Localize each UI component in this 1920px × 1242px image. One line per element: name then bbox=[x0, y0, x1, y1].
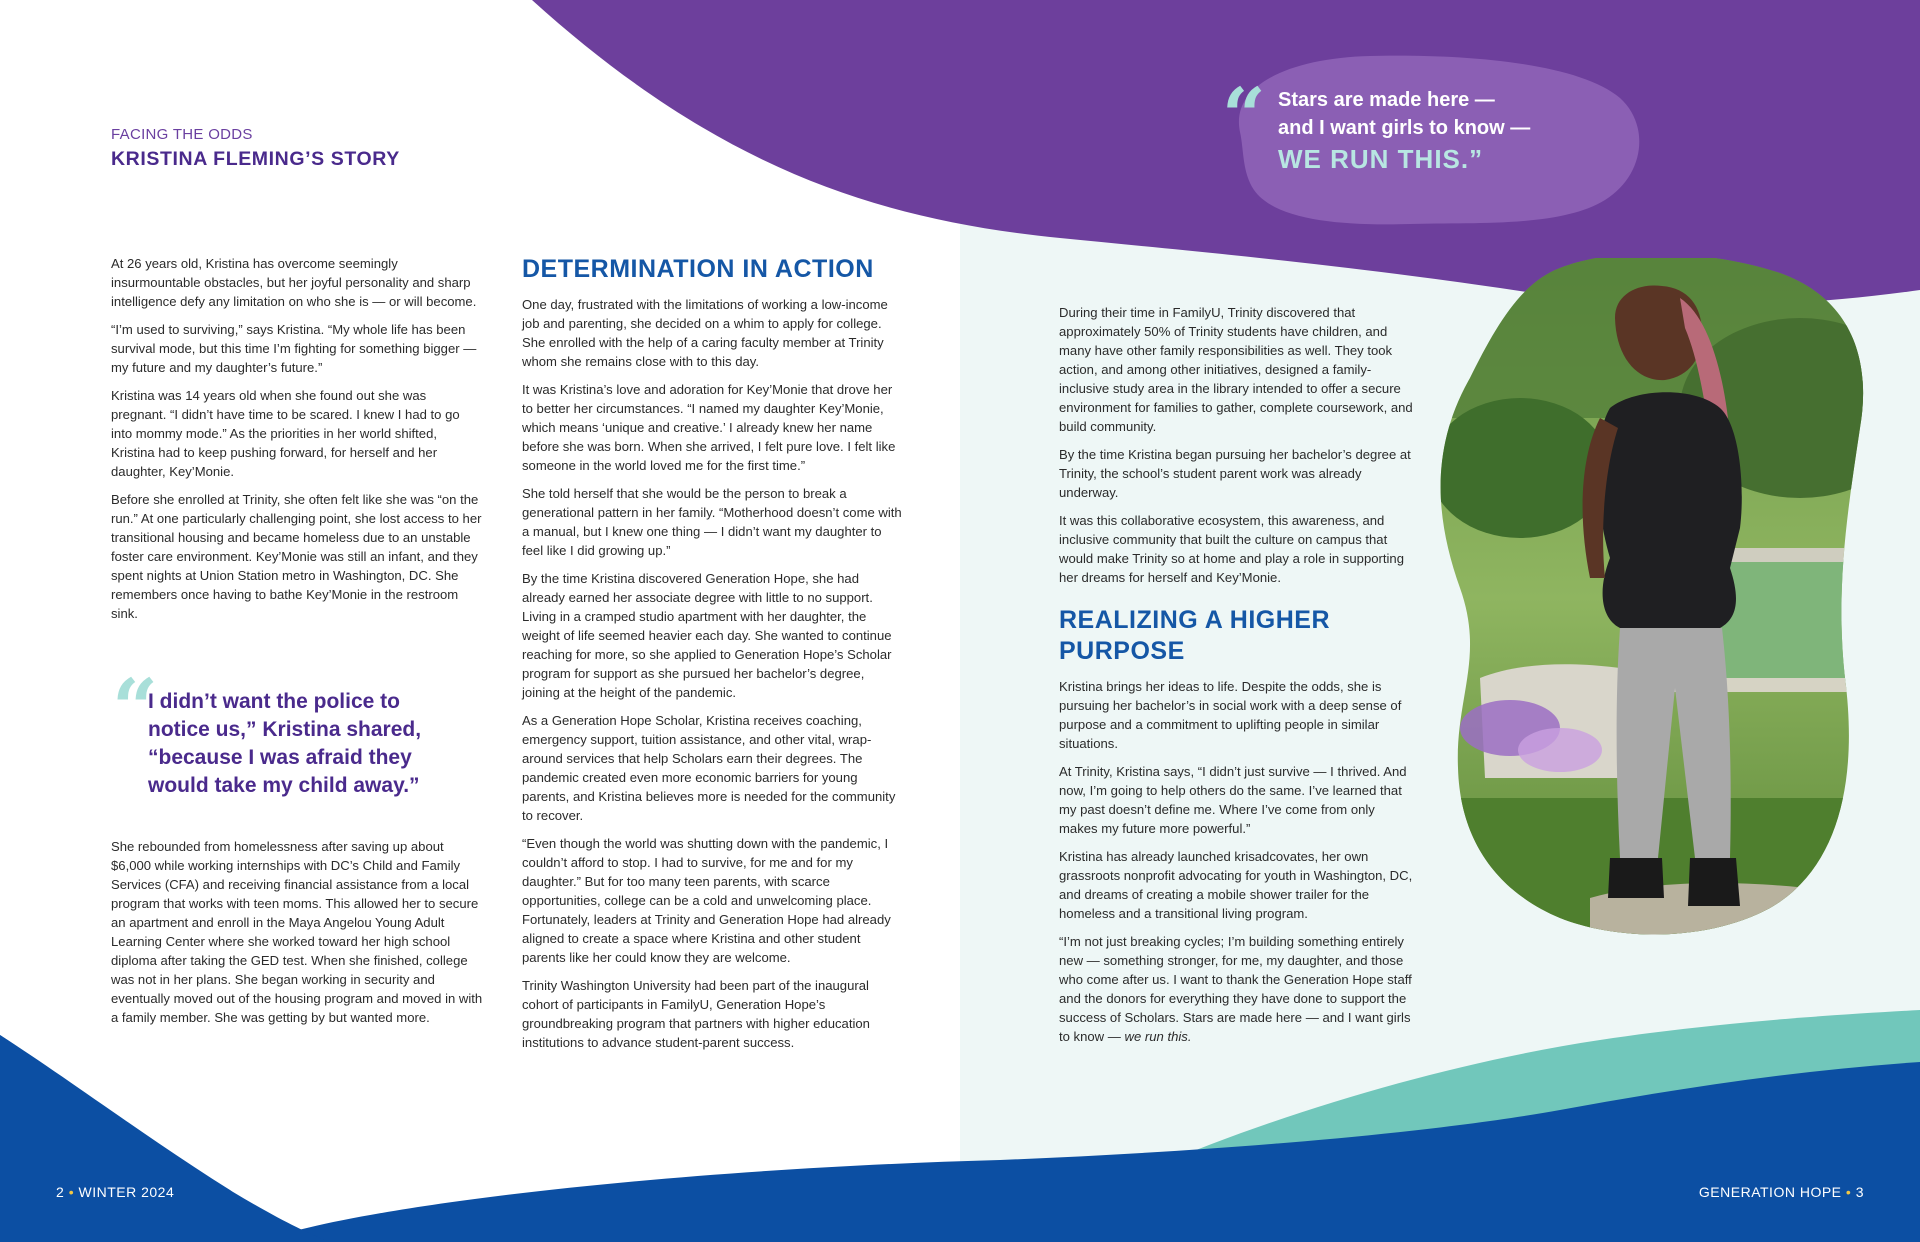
paragraph: During their time in FamilyU, Trinity discovered that approximately 50% of Trinity students have children, and many have other family responsibilities as well. They took action, and among other initiatives, designed a family-inclusive study area in the library intended to offer a secure environment for families to gather, complete coursework, and build community. bbox=[1059, 305, 1413, 434]
closing-paragraph bbox=[1059, 932, 1415, 1046]
paragraph: By the time Kristina began pursuing her bachelor’s degree at Trinity, the school’s student parent work was already underway. bbox=[1059, 447, 1411, 500]
quote-mark-icon: “ bbox=[112, 661, 159, 755]
paragraph: Kristina brings her ideas to life. Despite the odds, she is pursuing her bachelor’s in social work with a deep sense of purpose and a commitment to uplifting people in similar situations. bbox=[1059, 679, 1402, 751]
paragraph: Trinity Washington University had been part of the inaugural cohort of participants in FamilyU, Generation Hope’s groundbreaking program that partners with higher education institutions to advance student-parent success. bbox=[522, 978, 870, 1050]
column-2 bbox=[522, 254, 903, 1061]
right-folio bbox=[1699, 1184, 1864, 1200]
bullet-icon: • bbox=[1845, 1184, 1852, 1200]
top-quote-line-1: Stars are made here — bbox=[1278, 89, 1495, 111]
paragraph: “I’m used to surviving,” says Kristina. “My whole life has been survival mode, but this time I’m fighting for something bigger — my future and my daughter’s future.” bbox=[111, 322, 477, 375]
column-1-bottom bbox=[111, 837, 483, 1036]
closing-text: “I’m not just breaking cycles; I’m building something entirely new — something stronger, for me, my daughter, and those who come after us. I want to thank the Generation Hope staff and the donors for everything they have done to support the success of Scholars. Stars are made here — and I want girls to know — bbox=[1059, 934, 1412, 1044]
paragraph: One day, frustrated with the limitations of working a low-income job and parenting, she decided on a whim to apply for college. She enrolled with the help of a caring faculty member at Trinity whom she remains close with to this day. bbox=[522, 297, 888, 369]
column-3 bbox=[1059, 303, 1415, 1055]
kicker: FACING THE ODDS bbox=[111, 126, 253, 143]
paragraph: Kristina was 14 years old when she found out she was pregnant. “I didn’t have time to be scared. I knew I had to go into mommy mode.” As the priorities in her world shifted, Kristina had to keep pushing forward, for herself and her daughter, Key’Monie. bbox=[111, 388, 460, 479]
closing-italic: we run this. bbox=[1124, 1029, 1192, 1044]
paragraph: It was Kristina’s love and adoration for Key’Monie that drove her to better her circumstances. “I named my daughter Key’Monie, which means ‘unique and creative.’ I already knew her name before she was born. When she arrived, I felt pure love. I felt like someone in the world loved me for the first time.” bbox=[522, 382, 896, 473]
section-heading-determination: DETERMINATION IN ACTION bbox=[522, 255, 874, 283]
page-number: 2 bbox=[56, 1184, 65, 1200]
paragraph: She rebounded from homelessness after saving up about $6,000 while working internships with DC’s Child and Family Services (CFA) and receiving financial assistance from a local program that works with teen moms. This allowed her to secure an apartment and enroll in the Maya Angelou Young Adult Learning Center where she worked toward her high school diploma after taking the GED test. When she finished, college was not in her plans. She began working in security and eventually moved out of the housing program and moved in with a family member. She was getting by but wanted more. bbox=[111, 839, 483, 1025]
paragraph: At Trinity, Kristina says, “I didn’t just survive — I thrived. And now, I’m going to help others do the same. I’ve learned that my past doesn’t define me. Where I’ve come from only makes my future more powerful.” bbox=[1059, 764, 1407, 836]
paragraph: Kristina has already launched krisadcovates, her own grassroots nonprofit advocating for youth in Washington, DC, and dreams of creating a mobile shower trailer for the homeless and a transitional living program. bbox=[1059, 849, 1413, 921]
issue-label: WINTER 2024 bbox=[78, 1184, 175, 1200]
heading-line-2: PURPOSE bbox=[1059, 637, 1185, 665]
article-title: KRISTINA FLEMING’S STORY bbox=[111, 148, 400, 170]
pull-quote bbox=[112, 661, 488, 800]
paragraph: At 26 years old, Kristina has overcome seemingly insurmountable obstacles, but her joyful personality and sharp intelligence defy any limitation on who she is — or will become. bbox=[111, 256, 477, 309]
section-heading-purpose bbox=[1059, 605, 1415, 667]
paragraph: She told herself that she would be the person to break a generational pattern in her family. “Motherhood doesn’t come with a manual, but I knew one thing — I didn’t want my daughter to feel like I did growing up.” bbox=[522, 486, 902, 558]
paragraph: It was this collaborative ecosystem, this awareness, and inclusive community that built the culture on campus that would make Trinity so at home and play a role in supporting her dreams for herself and Key’Monie. bbox=[1059, 513, 1404, 585]
top-pull-quote bbox=[1222, 71, 1578, 176]
quote-mark-icon: “ bbox=[1222, 71, 1266, 160]
pull-quote-line-4: would take my child away.” bbox=[148, 774, 420, 797]
column-1-top bbox=[111, 254, 483, 632]
bullet-icon: • bbox=[68, 1184, 75, 1200]
top-quote-line-2: and I want girls to know — bbox=[1278, 117, 1531, 139]
pull-quote-line-2: notice us,” Kristina shared, bbox=[148, 718, 422, 741]
top-quote-line-3: WE RUN THIS.” bbox=[1278, 144, 1484, 174]
portrait-photo bbox=[1440, 258, 1880, 938]
paragraph: Before she enrolled at Trinity, she often felt like she was “on the run.” At one particularly challenging point, she lost access to her transitional housing and became homeless due to an unstable foster care environment. Key’Monie was still an infant, and they spent nights at Union Station metro in Washington, DC. She remembers once having to bathe Key’Monie in the restroom sink. bbox=[111, 492, 482, 621]
page-number: 3 bbox=[1855, 1184, 1864, 1200]
heading-line-1: REALIZING A HIGHER bbox=[1059, 606, 1331, 634]
left-folio bbox=[56, 1184, 174, 1200]
paragraph: “Even though the world was shutting down with the pandemic, I couldn’t afford to stop. I had to survive, for me and for my daughter.” But for too many teen parents, with scarce opportunities, college can be a cold and unwelcoming place. Fortunately, leaders at Trinity and Generation Hope had already aligned to create a space where Kristina and other student parents like her could know they are welcome. bbox=[522, 836, 891, 965]
org-label: GENERATION HOPE bbox=[1698, 1184, 1842, 1200]
pull-quote-line-1: I didn’t want the police to bbox=[148, 690, 400, 713]
paragraph: By the time Kristina discovered Generation Hope, she had already earned her associate degree with little to no support. Living in a cramped studio apartment with her daughter, the weight of life seemed heavier each day. She wanted to continue reaching for more, so she applied to Generation Hope’s Scholar program for support as she pursued her bachelor’s degree, joining at the height of the pandemic. bbox=[522, 571, 892, 700]
article-header bbox=[111, 126, 400, 171]
paragraph: As a Generation Hope Scholar, Kristina receives coaching, emergency support, tuition assistance, and other vital, wrap-around services that help Scholars earn their degrees. The pandemic created even more economic barriers for young parents, and Kristina believes more is needed for the community to recover. bbox=[522, 713, 896, 823]
pull-quote-line-3: “because I was afraid they bbox=[148, 746, 412, 769]
